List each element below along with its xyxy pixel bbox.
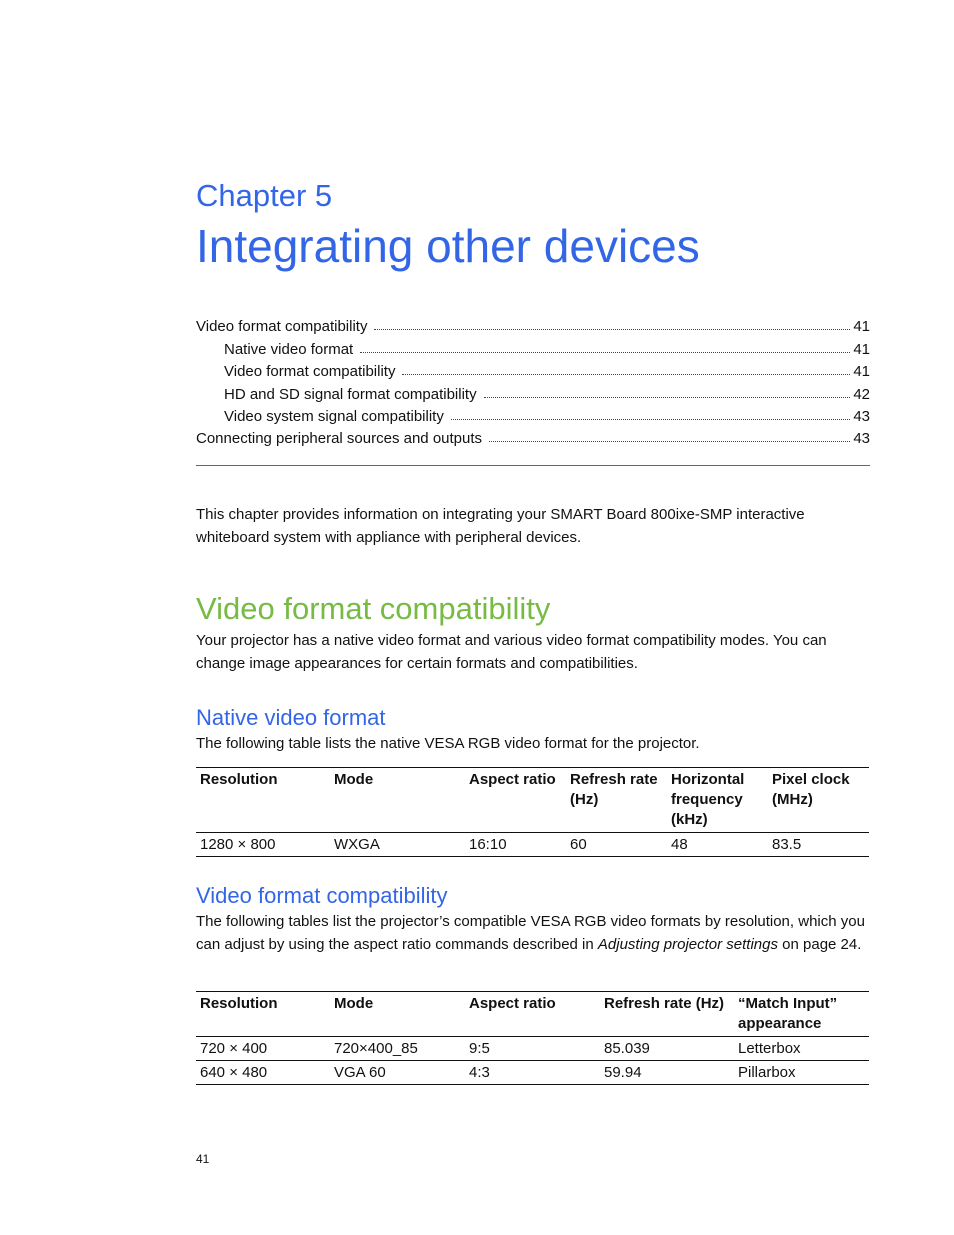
toc-entry[interactable] — [196, 358, 870, 380]
table-cell: 83.5 — [772, 836, 802, 853]
section-heading: Video format compatibility — [196, 591, 551, 626]
table-header-row — [196, 992, 869, 1037]
toc-divider — [196, 465, 870, 466]
table-cell: WXGA — [334, 836, 380, 853]
compatible-formats-table — [196, 991, 869, 1085]
toc-entry[interactable] — [196, 425, 870, 447]
cross-reference-link[interactable]: Adjusting projector settings — [597, 936, 778, 953]
toc-entry-page: 43 — [853, 407, 870, 425]
table-cell: 1280 × 800 — [200, 836, 276, 853]
toc-entry-label: HD and SD signal format compatibility — [224, 385, 477, 403]
toc-leader-dots — [484, 397, 851, 398]
page-number: 41 — [196, 1152, 210, 1166]
column-header: Mode — [334, 995, 374, 1012]
toc-leader-dots — [451, 419, 850, 420]
column-header: Refresh rate (Hz) — [570, 771, 658, 808]
subsection-body-compat — [196, 910, 870, 956]
table-row — [196, 1037, 869, 1061]
table-cell: 60 — [570, 836, 587, 853]
toc-entry[interactable] — [196, 335, 870, 357]
toc-entry-page: 43 — [853, 430, 870, 448]
table-header-row — [196, 768, 869, 833]
chapter-label: Chapter 5 — [196, 178, 333, 213]
column-header: “Match Input” appearance — [738, 995, 838, 1032]
column-header: Pixel clock (MHz) — [772, 771, 850, 808]
chapter-title: Integrating other devices — [196, 220, 700, 272]
toc-entry-label: Video format compatibility — [196, 318, 368, 336]
table-cell: 720×400_85 — [334, 1040, 418, 1057]
column-header: Aspect ratio — [469, 995, 556, 1012]
column-header: Refresh rate (Hz) — [604, 995, 725, 1012]
toc-leader-dots — [360, 352, 850, 353]
toc-entry-page: 41 — [853, 340, 870, 358]
column-header: Horizontal frequency (kHz) — [671, 771, 745, 828]
body-text: The following tables list the projector’s compatible VESA RGB video formats by resolution, which you can adjust by using the aspect ratio commands described in — [196, 913, 865, 953]
intro-paragraph: This chapter provides information on integrating your SMART Board 800ixe-SMP interactive whiteboard system with appliance with peripheral devices. — [196, 506, 805, 546]
section-body: Your projector has a native video format and various video format compatibility modes. You can change image appearances for certain formats and compatibilities. — [196, 632, 827, 672]
toc-entry-page: 41 — [853, 318, 870, 336]
column-header: Mode — [334, 771, 374, 788]
table-cell: 85.039 — [604, 1040, 650, 1057]
table-cell: Pillarbox — [738, 1064, 796, 1081]
toc-entry-label: Video system signal compatibility — [224, 407, 444, 425]
table-of-contents — [196, 313, 870, 447]
body-text: on page 24. — [778, 936, 862, 953]
table-cell: 9:5 — [469, 1040, 490, 1057]
column-header: Resolution — [200, 771, 278, 788]
table-row — [196, 833, 869, 857]
table-cell: 4:3 — [469, 1064, 490, 1081]
toc-leader-dots — [402, 374, 850, 375]
subsection-heading-native: Native video format — [196, 705, 386, 730]
subsection-body-native: The following table lists the native VESA RGB video format for the projector. — [196, 735, 700, 752]
table-cell: 720 × 400 — [200, 1040, 268, 1057]
table-cell: 16:10 — [469, 836, 507, 853]
column-header: Resolution — [200, 995, 278, 1012]
toc-entry-label: Video format compatibility — [224, 363, 396, 381]
toc-entry-page: 42 — [853, 385, 870, 403]
column-header: Aspect ratio — [469, 771, 556, 788]
toc-entry[interactable] — [196, 403, 870, 425]
toc-leader-dots — [374, 329, 850, 330]
table-cell: VGA 60 — [334, 1064, 386, 1081]
table-row — [196, 1061, 869, 1085]
table-cell: 48 — [671, 836, 688, 853]
native-format-table — [196, 767, 869, 857]
toc-leader-dots — [489, 441, 850, 442]
table-cell: 640 × 480 — [200, 1064, 268, 1081]
toc-entry-label: Connecting peripheral sources and outputs — [196, 430, 483, 448]
table-cell: 59.94 — [604, 1064, 642, 1081]
toc-entry-page: 41 — [853, 363, 870, 381]
toc-entry[interactable] — [196, 313, 870, 335]
toc-entry[interactable] — [196, 380, 870, 402]
subsection-heading-compat: Video format compatibility — [196, 883, 448, 908]
table-cell: Letterbox — [738, 1040, 801, 1057]
toc-entry-label: Native video format — [224, 340, 354, 358]
